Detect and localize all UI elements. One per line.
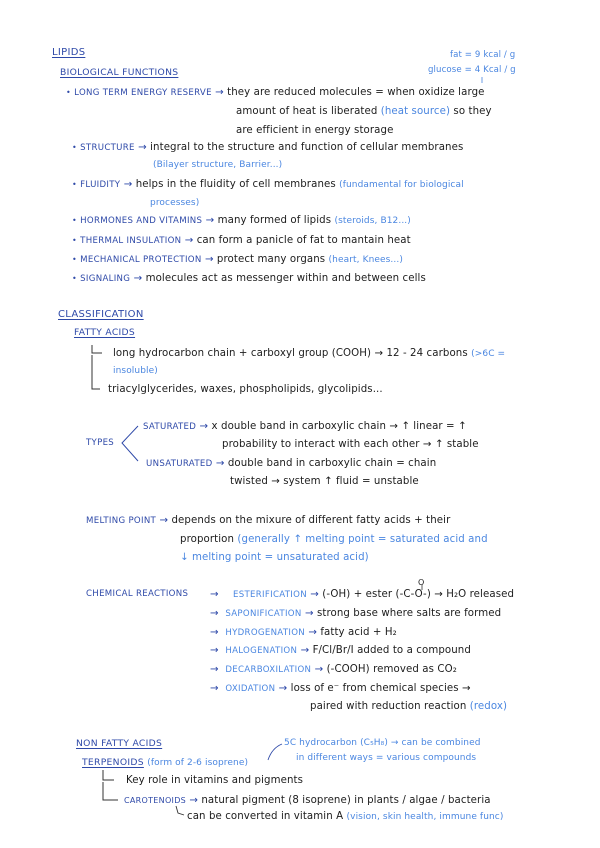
energy-reserve-line3: are efficient in energy storage	[236, 125, 394, 136]
terpenoids-row: TERPENOIDS (form of 2-6 isoprene)	[82, 757, 249, 768]
structure-row: • STRUCTURE → integral to the structure and function of cellular membranes	[72, 142, 464, 153]
fluidity-note-2: processes)	[150, 198, 200, 208]
isoprene-note-2: in different ways = various compounds	[296, 753, 477, 763]
mechanical-note: (heart, Knees...)	[328, 255, 403, 265]
signaling-text: molecules act as messenger within and between cells	[145, 273, 426, 284]
structure-note: (Bilayer structure, Barrier...)	[153, 160, 283, 170]
reaction-decarboxilation: → DECARBOXILATION → (-COOH) removed as CO₂	[210, 664, 457, 675]
saturated-line2: probability to interact with each other → ↑ stable	[222, 439, 479, 450]
saturated-row: SATURATED → x double band in carboxylic chain → ↑ linear = ↑	[143, 421, 467, 432]
fatty-line1: long hydrocarbon chain + carboxyl group (COOH) → 12 - 24 carbons (>6C =	[113, 348, 506, 359]
fluidity-label: FLUIDITY	[80, 180, 121, 190]
ester-oxygen: O	[418, 578, 425, 587]
energy-reserve-row: • LONG TERM ENERGY RESERVE → they are reduced molecules = when oxidize large	[66, 87, 485, 98]
fat-energy-note: fat = 9 kcal / g	[450, 50, 516, 60]
non-fatty-heading: NON FATTY ACIDS	[76, 738, 163, 749]
reaction-saponification: → SAPONIFICATION → strong base where salts are formed	[210, 608, 502, 619]
fluidity-note: (fundamental for biological	[339, 180, 464, 190]
mechanical-label: MECHANICAL PROTECTION	[80, 255, 202, 265]
hormones-label: HORMONES AND VITAMINS	[80, 216, 203, 226]
carotenoids-row: CAROTENOIDS → natural pigment (8 isoprene) in plants / algae / bacteria	[124, 795, 491, 806]
signaling-row: • SIGNALING → molecules act as messenger within and between cells	[72, 273, 426, 284]
reaction-oxidation-line2: paired with reduction reaction (redox)	[310, 701, 508, 712]
hormones-row: • HORMONES AND VITAMINS → many formed of lipids (steroids, B12...)	[72, 215, 411, 226]
reaction-esterification: ESTERIFICATION → (-OH) + ester (-C-O-) → H₂O released	[233, 589, 515, 600]
mechanical-text: protect many organs	[216, 254, 326, 265]
glucose-energy-note: glucose = 4 Kcal / g	[428, 65, 516, 75]
fatty-line2: triacylglycerides, waxes, phospholipids, glycolipids...	[108, 384, 383, 395]
isoprene-note-1: 5C hydrocarbon (C₅H₈) → can be combined	[284, 738, 481, 748]
thermal-text: can form a panicle of fat to mantain heat	[196, 235, 411, 246]
reaction-halogenation: → HALOGENATION → F/Cl/Br/I added to a compound	[210, 645, 471, 656]
fluidity-text: helps in the fluidity of cell membranes	[135, 179, 336, 190]
unsaturated-line2: twisted → system ↑ fluid = unstable	[230, 476, 419, 487]
unsaturated-row: UNSATURATED → double band in carboxylic chain = chain	[146, 458, 437, 469]
reactions-arrow: →	[210, 589, 219, 600]
energy-reserve-label: LONG TERM ENERGY RESERVE	[74, 88, 212, 98]
biological-functions-heading: BIOLOGICAL FUNCTIONS	[60, 67, 179, 78]
melting-line2: proportion (generally ↑ melting point = saturated acid and	[180, 534, 488, 545]
reaction-hydrogenation: → HYDROGENATION → fatty acid + H₂	[210, 627, 397, 638]
page-title: LIPIDS	[52, 47, 86, 58]
energy-reserve-line2: amount of heat is liberated (heat source) so they	[236, 106, 492, 117]
classification-heading: CLASSIFICATION	[58, 309, 144, 320]
structure-text: integral to the structure and function of cellular membranes	[150, 142, 464, 153]
fatty-line1-note: insoluble)	[113, 366, 158, 376]
energy-reserve-text1: they are reduced molecules = when oxidize large	[227, 87, 485, 98]
reaction-oxidation: → OXIDATION → loss of e⁻ from chemical species →	[210, 683, 471, 694]
carotenoids-line2: can be converted in vitamin A (vision, skin health, immune func)	[187, 811, 504, 822]
signaling-label: SIGNALING	[80, 274, 131, 284]
types-label: TYPES	[86, 438, 115, 448]
fluidity-row: • FLUIDITY → helps in the fluidity of cell membranes (fundamental for biological	[72, 179, 464, 190]
thermal-label: THERMAL INSULATION	[80, 236, 182, 246]
structure-label: STRUCTURE	[80, 143, 135, 153]
thermal-row: • THERMAL INSULATION → can form a panicle of fat to mantain heat	[72, 235, 411, 246]
terpenoids-line1: Key role in vitamins and pigments	[126, 775, 304, 786]
hormones-note: (steroids, B12...)	[334, 216, 411, 226]
mechanical-row: • MECHANICAL PROTECTION → protect many organs (heart, Knees...)	[72, 254, 403, 265]
melting-row: MELTING POINT → depends on the mixure of different fatty acids + their	[86, 515, 451, 526]
chemical-reactions-label: CHEMICAL REACTIONS	[86, 589, 189, 599]
fatty-acids-heading: FATTY ACIDS	[74, 327, 136, 338]
melting-line3: ↓ melting point = unsaturated acid)	[180, 552, 369, 563]
hormones-text: many formed of lipids	[217, 215, 332, 226]
